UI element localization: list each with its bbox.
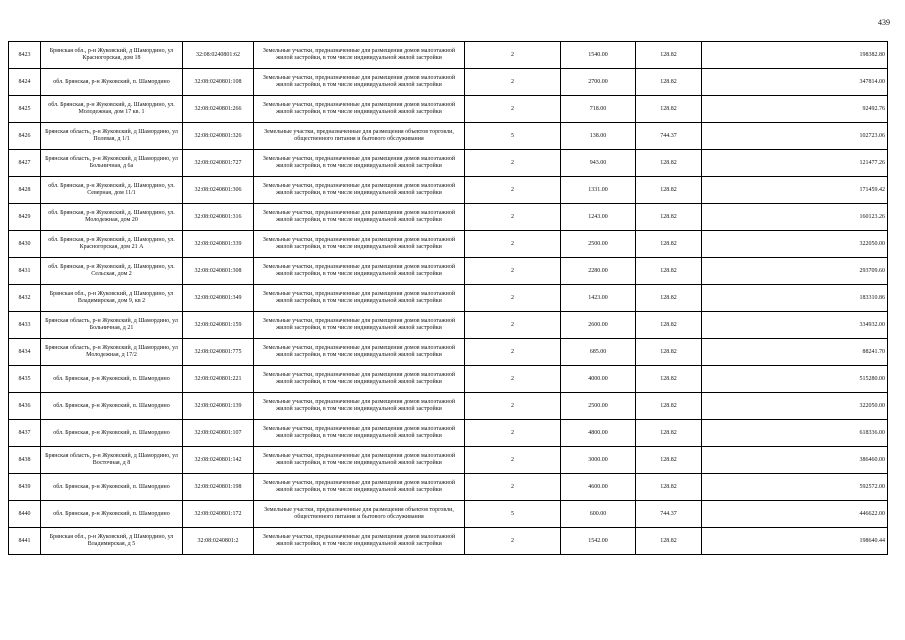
- use-group-cell: 2: [465, 312, 561, 339]
- area-cell: 4000.00: [561, 366, 636, 393]
- area-cell: 138.00: [561, 123, 636, 150]
- cadastral-value-cell: 183310.86: [702, 285, 888, 312]
- area-cell: 4600.00: [561, 474, 636, 501]
- area-cell: 3000.00: [561, 447, 636, 474]
- use-group-cell: 2: [465, 231, 561, 258]
- row-number-cell: 8430: [9, 231, 41, 258]
- use-group-cell: 2: [465, 258, 561, 285]
- address-cell: обл. Брянская, р-н Жуковский, п. Шамордино: [41, 366, 183, 393]
- specific-value-cell: 128.82: [636, 177, 702, 204]
- use-group-cell: 5: [465, 501, 561, 528]
- table-row: [9, 528, 888, 555]
- land-use-cell: Земельные участки, предназначенные для размещения домов малоэтажной жилой застройки, в том числе индивидуальной жилой застройки: [254, 393, 465, 420]
- use-group-cell: 5: [465, 123, 561, 150]
- cadastral-value-cell: 592572.00: [702, 474, 888, 501]
- use-group-cell: 2: [465, 393, 561, 420]
- land-use-cell: Земельные участки, предназначенные для размещения домов малоэтажной жилой застройки, в том числе индивидуальной жилой застройки: [254, 366, 465, 393]
- land-use-cell: Земельные участки, предназначенные для размещения домов малоэтажной жилой застройки, в том числе индивидуальной жилой застройки: [254, 177, 465, 204]
- cadastral-value-cell: 102723.06: [702, 123, 888, 150]
- cadastral-number-cell: 32:08:0240801:2: [183, 528, 254, 555]
- table-row: [9, 123, 888, 150]
- row-number-cell: 8437: [9, 420, 41, 447]
- land-use-cell: Земельные участки, предназначенные для размещения домов малоэтажной жилой застройки, в том числе индивидуальной жилой застройки: [254, 528, 465, 555]
- land-use-cell: Земельные участки, предназначенные для размещения домов малоэтажной жилой застройки, в том числе индивидуальной жилой застройки: [254, 231, 465, 258]
- address-cell: обл. Брянская, р-н Жуковский, д. Шамордино, ул. Красногорская, дом 21 А: [41, 231, 183, 258]
- row-number-cell: 8431: [9, 258, 41, 285]
- use-group-cell: 2: [465, 69, 561, 96]
- cadastral-number-cell: 32:08:0240801:308: [183, 258, 254, 285]
- cadastral-value-cell: 160123.26: [702, 204, 888, 231]
- cadastral-number-cell: 32:08:0240801:172: [183, 501, 254, 528]
- area-cell: 2600.00: [561, 312, 636, 339]
- specific-value-cell: 744.37: [636, 123, 702, 150]
- cadastral-value-cell: 322050.00: [702, 393, 888, 420]
- table-row: [9, 312, 888, 339]
- row-number-cell: 8426: [9, 123, 41, 150]
- address-cell: Брянская область, р-н Жуковский, д Шамордино, ул Больничная, д 21: [41, 312, 183, 339]
- table-row: [9, 447, 888, 474]
- cadastral-number-cell: 32:08:0240801:339: [183, 231, 254, 258]
- cadastral-value-cell: 198382.80: [702, 42, 888, 69]
- use-group-cell: 2: [465, 339, 561, 366]
- land-use-cell: Земельные участки, предназначенные для размещения домов малоэтажной жилой застройки, в том числе индивидуальной жилой застройки: [254, 96, 465, 123]
- table-row: [9, 393, 888, 420]
- address-cell: Брянская обл., р-н Жуковский, д Шамордино, ул Владимирская, д 5: [41, 528, 183, 555]
- cadastral-value-cell: 198640.44: [702, 528, 888, 555]
- land-use-cell: Земельные участки, предназначенные для размещения домов малоэтажной жилой застройки, в том числе индивидуальной жилой застройки: [254, 339, 465, 366]
- table-row: [9, 501, 888, 528]
- cadastral-number-cell: 32:08:0240801:316: [183, 204, 254, 231]
- row-number-cell: 8429: [9, 204, 41, 231]
- cadastral-number-cell: 32:08:0240801:142: [183, 447, 254, 474]
- land-use-cell: Земельные участки, предназначенные для размещения домов малоэтажной жилой застройки, в том числе индивидуальной жилой застройки: [254, 69, 465, 96]
- specific-value-cell: 128.82: [636, 420, 702, 447]
- area-cell: 600.00: [561, 501, 636, 528]
- cadastral-number-cell: 32:08:0240801:349: [183, 285, 254, 312]
- row-number-cell: 8427: [9, 150, 41, 177]
- area-cell: 718.00: [561, 96, 636, 123]
- area-cell: 1542.00: [561, 528, 636, 555]
- table-row: [9, 69, 888, 96]
- specific-value-cell: 128.82: [636, 285, 702, 312]
- table-row: [9, 150, 888, 177]
- land-use-cell: Земельные участки, предназначенные для размещения домов малоэтажной жилой застройки, в том числе индивидуальной жилой застройки: [254, 285, 465, 312]
- cadastral-value-cell: 334932.00: [702, 312, 888, 339]
- specific-value-cell: 128.82: [636, 96, 702, 123]
- area-cell: 1540.00: [561, 42, 636, 69]
- address-cell: обл. Брянская, р-н Жуковский, п. Шамордино: [41, 474, 183, 501]
- use-group-cell: 2: [465, 177, 561, 204]
- row-number-cell: 8423: [9, 42, 41, 69]
- cadastral-number-cell: 32:08:0240801:139: [183, 393, 254, 420]
- specific-value-cell: 128.82: [636, 528, 702, 555]
- cadastral-number-cell: 32:08:0240801:198: [183, 474, 254, 501]
- cadastral-number-cell: 32:08:0240801:108: [183, 69, 254, 96]
- row-number-cell: 8424: [9, 69, 41, 96]
- table-row: [9, 177, 888, 204]
- specific-value-cell: 128.82: [636, 42, 702, 69]
- specific-value-cell: 128.82: [636, 204, 702, 231]
- land-use-cell: Земельные участки, предназначенные для размещения домов малоэтажной жилой застройки, в том числе индивидуальной жилой застройки: [254, 474, 465, 501]
- land-use-cell: Земельные участки, предназначенные для размещения домов малоэтажной жилой застройки, в том числе индивидуальной жилой застройки: [254, 447, 465, 474]
- address-cell: обл. Брянская, р-н Жуковский, п. Шамордино: [41, 69, 183, 96]
- area-cell: 1423.00: [561, 285, 636, 312]
- cadastral-number-cell: 32:08:0240801:62: [183, 42, 254, 69]
- address-cell: Брянская область, р-н Жуковский, д Шамордино, ул Полевая, д 1/1: [41, 123, 183, 150]
- cadastral-value-cell: 293709.60: [702, 258, 888, 285]
- table-row: [9, 96, 888, 123]
- use-group-cell: 2: [465, 285, 561, 312]
- cadastral-number-cell: 32:08:0240801:727: [183, 150, 254, 177]
- row-number-cell: 8438: [9, 447, 41, 474]
- land-use-cell: Земельные участки, предназначенные для размещения домов малоэтажной жилой застройки, в том числе индивидуальной жилой застройки: [254, 258, 465, 285]
- row-number-cell: 8435: [9, 366, 41, 393]
- area-cell: 2500.00: [561, 231, 636, 258]
- land-use-cell: Земельные участки, предназначенные для размещения домов малоэтажной жилой застройки, в том числе индивидуальной жилой застройки: [254, 312, 465, 339]
- area-cell: 2700.00: [561, 69, 636, 96]
- use-group-cell: 2: [465, 42, 561, 69]
- address-cell: Брянская область, р-н Жуковский, д Шамордино, ул Молодежная, д 17/2: [41, 339, 183, 366]
- table-row: [9, 474, 888, 501]
- use-group-cell: 2: [465, 447, 561, 474]
- row-number-cell: 8432: [9, 285, 41, 312]
- land-use-cell: Земельные участки, предназначенные для размещения домов малоэтажной жилой застройки, в том числе индивидуальной жилой застройки: [254, 150, 465, 177]
- address-cell: Брянская обл., р-н Жуковский, д Шамордино, ул Владимирская, дом 9, кв 2: [41, 285, 183, 312]
- address-cell: Брянская обл., р-н Жуковский, д Шамордино, ул Красногорская, дом 18: [41, 42, 183, 69]
- cadastral-number-cell: 32:08:0240801:266: [183, 96, 254, 123]
- page-number: 439: [878, 18, 890, 27]
- use-group-cell: 2: [465, 150, 561, 177]
- address-cell: обл. Брянская, р-н Жуковский, п. Шамордино: [41, 501, 183, 528]
- address-cell: обл. Брянская, р-н Жуковский, д. Шамордино, ул. Северная, дом 11/1: [41, 177, 183, 204]
- specific-value-cell: 128.82: [636, 474, 702, 501]
- table-row: [9, 339, 888, 366]
- use-group-cell: 2: [465, 420, 561, 447]
- cadastral-value-cell: 618336.00: [702, 420, 888, 447]
- area-cell: 2280.00: [561, 258, 636, 285]
- use-group-cell: 2: [465, 204, 561, 231]
- address-cell: обл. Брянская, р-н Жуковский, д. Шамордино, ул. Сельская, дом 2: [41, 258, 183, 285]
- table-body: [9, 42, 888, 555]
- land-registry-table: [8, 41, 888, 555]
- address-cell: Брянская область, р-н Жуковский, д Шамордино, ул Восточная, д 8: [41, 447, 183, 474]
- area-cell: 685.00: [561, 339, 636, 366]
- cadastral-value-cell: 322050.00: [702, 231, 888, 258]
- specific-value-cell: 128.82: [636, 258, 702, 285]
- land-use-cell: Земельные участки, предназначенные для размещения домов малоэтажной жилой застройки, в том числе индивидуальной жилой застройки: [254, 420, 465, 447]
- row-number-cell: 8441: [9, 528, 41, 555]
- area-cell: 1243.00: [561, 204, 636, 231]
- address-cell: обл. Брянская, р-н Жуковский, п. Шамордино: [41, 420, 183, 447]
- cadastral-number-cell: 32:08:0240801:775: [183, 339, 254, 366]
- row-number-cell: 8434: [9, 339, 41, 366]
- address-cell: обл. Брянская, р-н Жуковский, д. Шамордино, ул. Молодежная, дом 17 кв. 1: [41, 96, 183, 123]
- cadastral-value-cell: 88241.70: [702, 339, 888, 366]
- specific-value-cell: 128.82: [636, 366, 702, 393]
- land-use-cell: Земельные участки, предназначенные для размещения объектов торговли, общественного питания и бытового обслуживания: [254, 501, 465, 528]
- cadastral-value-cell: 446622.00: [702, 501, 888, 528]
- cadastral-number-cell: 32:08:0240801:107: [183, 420, 254, 447]
- use-group-cell: 2: [465, 474, 561, 501]
- area-cell: 1331.00: [561, 177, 636, 204]
- row-number-cell: 8433: [9, 312, 41, 339]
- row-number-cell: 8425: [9, 96, 41, 123]
- specific-value-cell: 128.82: [636, 393, 702, 420]
- address-cell: обл. Брянская, р-н Жуковский, д. Шамордино, ул. Молодежная, дом 20: [41, 204, 183, 231]
- cadastral-value-cell: 347814.00: [702, 69, 888, 96]
- cadastral-number-cell: 32:08:0240801:306: [183, 177, 254, 204]
- cadastral-value-cell: 121477.26: [702, 150, 888, 177]
- cadastral-value-cell: 386460.00: [702, 447, 888, 474]
- row-number-cell: 8436: [9, 393, 41, 420]
- cadastral-value-cell: 92492.76: [702, 96, 888, 123]
- land-use-cell: Земельные участки, предназначенные для размещения объектов торговли, общественного питания и бытового обслуживания: [254, 123, 465, 150]
- cadastral-value-cell: 171459.42: [702, 177, 888, 204]
- row-number-cell: 8440: [9, 501, 41, 528]
- cadastral-number-cell: 32:08:0240801:326: [183, 123, 254, 150]
- land-use-cell: Земельные участки, предназначенные для размещения домов малоэтажной жилой застройки, в том числе индивидуальной жилой застройки: [254, 42, 465, 69]
- table-row: [9, 258, 888, 285]
- specific-value-cell: 128.82: [636, 339, 702, 366]
- address-cell: Брянская область, р-н Жуковский, д Шамордино, ул Больничная, д 6а: [41, 150, 183, 177]
- area-cell: 943.00: [561, 150, 636, 177]
- use-group-cell: 2: [465, 96, 561, 123]
- area-cell: 4800.00: [561, 420, 636, 447]
- area-cell: 2500.00: [561, 393, 636, 420]
- use-group-cell: 2: [465, 366, 561, 393]
- table-row: [9, 366, 888, 393]
- table-row: [9, 231, 888, 258]
- use-group-cell: 2: [465, 528, 561, 555]
- cadastral-number-cell: 32:08:0240801:221: [183, 366, 254, 393]
- specific-value-cell: 128.82: [636, 150, 702, 177]
- address-cell: обл. Брянская, р-н Жуковский, п. Шамордино: [41, 393, 183, 420]
- row-number-cell: 8428: [9, 177, 41, 204]
- specific-value-cell: 128.82: [636, 231, 702, 258]
- specific-value-cell: 128.82: [636, 69, 702, 96]
- land-use-cell: Земельные участки, предназначенные для размещения домов малоэтажной жилой застройки, в том числе индивидуальной жилой застройки: [254, 204, 465, 231]
- table-row: [9, 285, 888, 312]
- row-number-cell: 8439: [9, 474, 41, 501]
- specific-value-cell: 744.37: [636, 501, 702, 528]
- table-row: [9, 204, 888, 231]
- specific-value-cell: 128.82: [636, 312, 702, 339]
- cadastral-number-cell: 32:08:0240801:159: [183, 312, 254, 339]
- table-row: [9, 420, 888, 447]
- table-row: [9, 42, 888, 69]
- cadastral-value-cell: 515280.00: [702, 366, 888, 393]
- specific-value-cell: 128.82: [636, 447, 702, 474]
